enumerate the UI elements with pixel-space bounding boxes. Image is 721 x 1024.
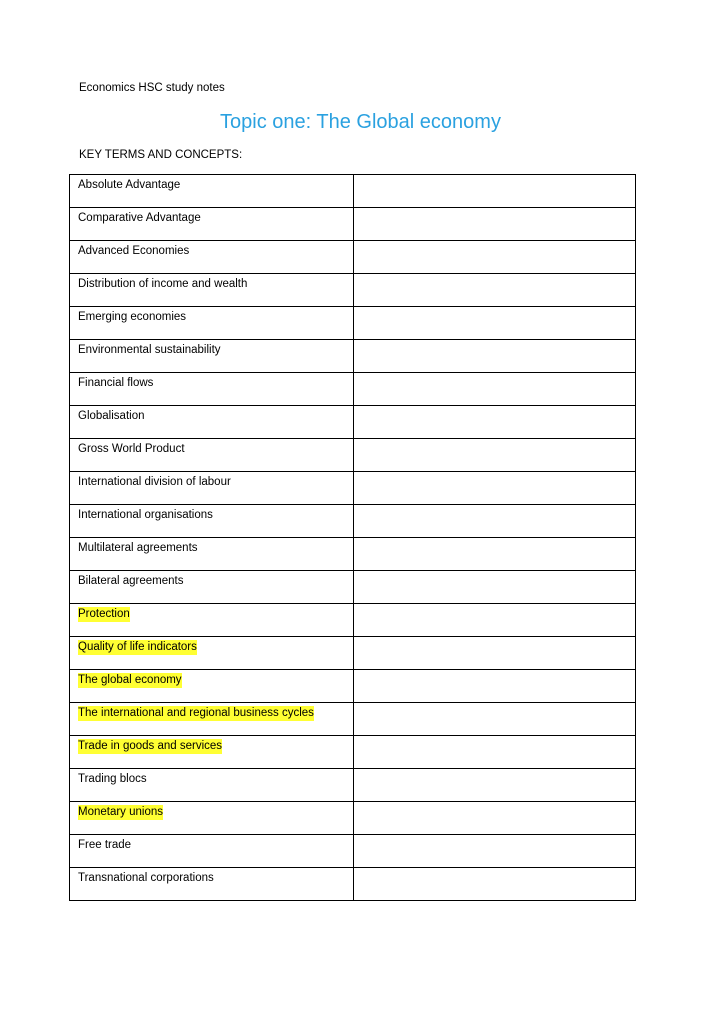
definition-cell[interactable] bbox=[354, 604, 636, 637]
table-row bbox=[70, 241, 636, 274]
term-label: Absolute Advantage bbox=[78, 179, 181, 191]
term-cell bbox=[70, 802, 354, 835]
term-cell bbox=[70, 505, 354, 538]
definition-cell[interactable] bbox=[354, 769, 636, 802]
term-label: Bilateral agreements bbox=[78, 575, 184, 587]
table-row bbox=[70, 769, 636, 802]
table-row bbox=[70, 670, 636, 703]
definition-cell[interactable] bbox=[354, 472, 636, 505]
term-cell bbox=[70, 604, 354, 637]
table-row bbox=[70, 175, 636, 208]
term-label-highlighted: Protection bbox=[78, 608, 130, 620]
term-label: Gross World Product bbox=[78, 443, 185, 455]
definition-cell[interactable] bbox=[354, 373, 636, 406]
term-cell bbox=[70, 208, 354, 241]
definition-cell[interactable] bbox=[354, 175, 636, 208]
term-label: Multilateral agreements bbox=[78, 542, 198, 554]
table-row bbox=[70, 538, 636, 571]
definition-cell[interactable] bbox=[354, 868, 636, 901]
definition-cell[interactable] bbox=[354, 736, 636, 769]
term-cell bbox=[70, 307, 354, 340]
definition-cell[interactable] bbox=[354, 670, 636, 703]
section-label: KEY TERMS AND CONCEPTS: bbox=[79, 149, 243, 161]
table-row bbox=[70, 868, 636, 901]
term-label-highlighted: Monetary unions bbox=[78, 806, 164, 818]
term-cell bbox=[70, 406, 354, 439]
definition-cell[interactable] bbox=[354, 406, 636, 439]
term-cell bbox=[70, 571, 354, 604]
definition-cell[interactable] bbox=[354, 241, 636, 274]
term-label: International organisations bbox=[78, 509, 213, 521]
table-row bbox=[70, 835, 636, 868]
definition-cell[interactable] bbox=[354, 274, 636, 307]
term-label: Free trade bbox=[78, 839, 132, 851]
term-cell bbox=[70, 637, 354, 670]
term-label: International division of labour bbox=[78, 476, 231, 488]
table-row bbox=[70, 340, 636, 373]
term-label: Environmental sustainability bbox=[78, 344, 221, 356]
term-label: Trading blocs bbox=[78, 773, 147, 785]
term-label-highlighted: Quality of life indicators bbox=[78, 641, 197, 653]
header-note: Economics HSC study notes bbox=[79, 82, 225, 94]
term-cell bbox=[70, 703, 354, 736]
table-row bbox=[70, 637, 636, 670]
term-cell bbox=[70, 472, 354, 505]
term-cell bbox=[70, 670, 354, 703]
term-cell bbox=[70, 835, 354, 868]
term-label: Comparative Advantage bbox=[78, 212, 201, 224]
term-label: Transnational corporations bbox=[78, 872, 214, 884]
table-row bbox=[70, 208, 636, 241]
table-row bbox=[70, 373, 636, 406]
definition-cell[interactable] bbox=[354, 439, 636, 472]
key-terms-table bbox=[69, 174, 636, 901]
term-label: Financial flows bbox=[78, 377, 154, 389]
term-label: Distribution of income and wealth bbox=[78, 278, 248, 290]
key-terms-table-body bbox=[70, 175, 636, 901]
table-row bbox=[70, 736, 636, 769]
term-label-highlighted: The global economy bbox=[78, 674, 182, 686]
term-label: Emerging economies bbox=[78, 311, 187, 323]
table-row bbox=[70, 604, 636, 637]
table-row bbox=[70, 307, 636, 340]
definition-cell[interactable] bbox=[354, 835, 636, 868]
term-cell bbox=[70, 340, 354, 373]
definition-cell[interactable] bbox=[354, 307, 636, 340]
term-label: Advanced Economies bbox=[78, 245, 190, 257]
table-row bbox=[70, 505, 636, 538]
table-row bbox=[70, 406, 636, 439]
table-row bbox=[70, 274, 636, 307]
term-cell bbox=[70, 439, 354, 472]
definition-cell[interactable] bbox=[354, 703, 636, 736]
table-row bbox=[70, 439, 636, 472]
term-cell bbox=[70, 769, 354, 802]
term-cell bbox=[70, 274, 354, 307]
term-cell bbox=[70, 736, 354, 769]
definition-cell[interactable] bbox=[354, 802, 636, 835]
table-row bbox=[70, 802, 636, 835]
definition-cell[interactable] bbox=[354, 208, 636, 241]
definition-cell[interactable] bbox=[354, 505, 636, 538]
term-cell bbox=[70, 373, 354, 406]
table-row bbox=[70, 472, 636, 505]
table-row bbox=[70, 571, 636, 604]
definition-cell[interactable] bbox=[354, 340, 636, 373]
term-cell bbox=[70, 868, 354, 901]
definition-cell[interactable] bbox=[354, 538, 636, 571]
term-cell bbox=[70, 175, 354, 208]
term-cell bbox=[70, 241, 354, 274]
definition-cell[interactable] bbox=[354, 571, 636, 604]
table-row bbox=[70, 703, 636, 736]
page-title: Topic one: The Global economy bbox=[220, 111, 501, 133]
term-label-highlighted: The international and regional business cycles bbox=[78, 707, 314, 719]
term-cell bbox=[70, 538, 354, 571]
term-label: Globalisation bbox=[78, 410, 145, 422]
term-label-highlighted: Trade in goods and services bbox=[78, 740, 223, 752]
definition-cell[interactable] bbox=[354, 637, 636, 670]
